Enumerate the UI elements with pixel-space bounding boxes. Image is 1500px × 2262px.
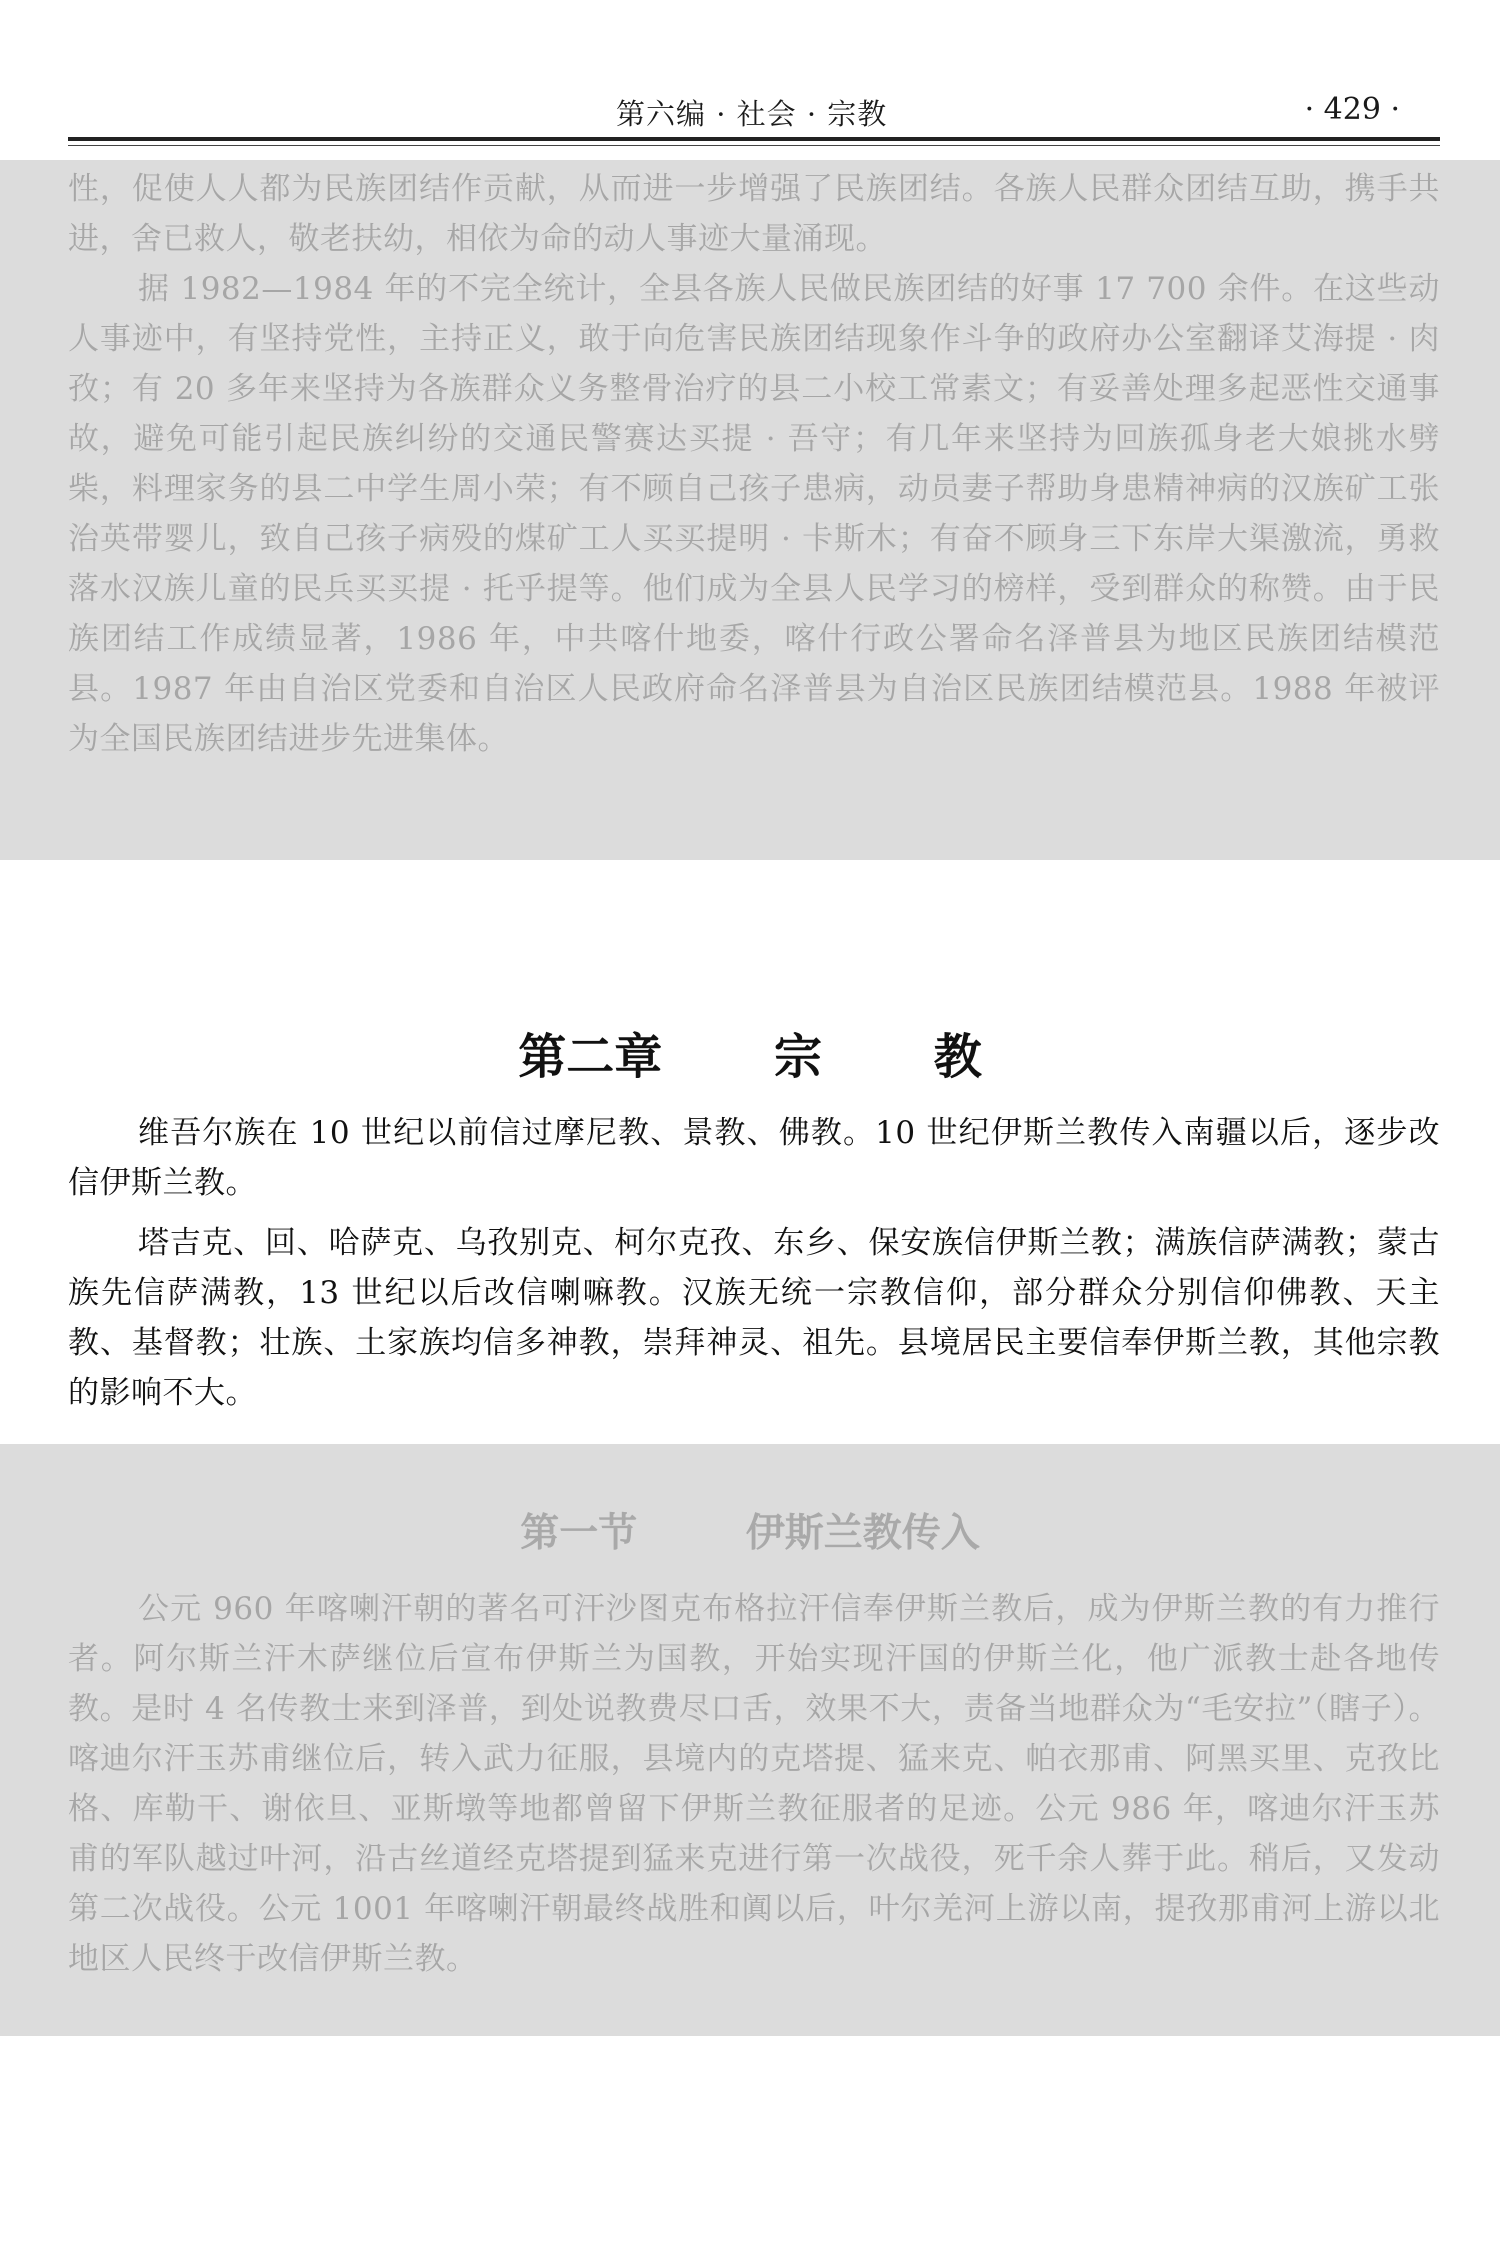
paragraph-ethnic-religions: 塔吉克、回、哈萨克、乌孜别克、柯尔克孜、东乡、保安族信伊斯兰教；满族信萨满教；蒙古族先信萨满教，13 世纪以后改信喇嘛教。汉族无统一宗教信仰，部分群众分别信仰佛教、天主教、基督教；壮族、土家族均信多神教，崇拜神灵、祖先。县境居民主要信奉伊斯兰教，其他宗教的影响不大。 bbox=[68, 1225, 1440, 1411]
paragraph-continued: 性，促使人人都为民族团结作贡献，从而进一步增强了民族团结。各族人民群众团结互助，携手共进，舍已救人，敬老扶幼，相依为命的动人事迹大量涌现。 bbox=[68, 171, 1440, 257]
header-rule-thick bbox=[68, 137, 1440, 141]
running-header bbox=[68, 84, 1440, 134]
page-number: · 429 · bbox=[1304, 92, 1400, 127]
section-title: 第一节 伊斯兰教传入 bbox=[520, 1510, 980, 1557]
chapter-title: 第二章 宗 教 bbox=[518, 1029, 982, 1086]
header-rule-thin bbox=[68, 145, 1440, 146]
header-title: 第六编 · 社会 · 宗教 bbox=[616, 97, 888, 131]
paragraph-islam-introduction: 公元 960 年喀喇汗朝的著名可汗沙图克布格拉汗信奉伊斯兰教后，成为伊斯兰教的有力推行者。阿尔斯兰汗木萨继位后宣布伊斯兰为国教，开始实现汗国的伊斯兰化，他广派教士赴各地传教。是时 4 名传教士来到泽普，到处说教费尽口舌，效果不大，责备当地群众为“毛安拉”（瞎子）。喀迪尔汗玉苏甫继位后，转入武力征服，县境内的克塔提、猛来克、帕衣那甫、阿黑买里、克孜比格、库勒干、谢依旦、亚斯墩等地都曾留下伊斯兰教征服者的足迹。公元 986 年，喀迪尔汗玉苏甫的军队越过叶河，沿古丝道经克塔提到猛来克进行第一次战役，死千余人葬于此。稍后，又发动第二次战役。公元 1001 年喀喇汗朝最终战胜和阗以后，叶尔羌河上游以南，提孜那甫河上游以北地区人民终于改信伊斯兰教。 bbox=[68, 1591, 1440, 1977]
paragraph-unity-stats: 据 1982—1984 年的不完全统计，全县各族人民做民族团结的好事 17 700 余件。在这些动人事迹中，有坚持党性，主持正义，敢于向危害民族团结现象作斗争的政府办公室翻译艾海提 · 肉孜；有 20 多年来坚持为各族群众义务整骨治疗的县二小校工常素文；有妥善处理多起恶性交通事故，避免可能引起民族纠纷的交通民警赛达买提 · 吾守；有几年来坚持为回族孤身老大娘挑水劈柴，料理家务的县二中学生周小荣；有不顾自己孩子患病，动员妻子帮助身患精神病的汉族矿工张治英带婴儿，致自己孩子病殁的煤矿工人买买提明 · 卡斯木；有奋不顾身三下东岸大渠激流，勇救落水汉族儿童的民兵买买提 · 托乎提等。他们成为全县人民学习的榜样，受到群众的称赞。由于民族团结工作成绩显著，1986 年，中共喀什地委，喀什行政公署命名泽普县为地区民族团结模范县。1987 年由自治区党委和自治区人民政府命名泽普县为自治区民族团结模范县。1988 年被评为全国民族团结进步先进集体。 bbox=[68, 271, 1440, 757]
paragraph-uyghur-religion: 维吾尔族在 10 世纪以前信过摩尼教、景教、佛教。10 世纪伊斯兰教传入南疆以后，逐步改信伊斯兰教。 bbox=[68, 1115, 1440, 1201]
